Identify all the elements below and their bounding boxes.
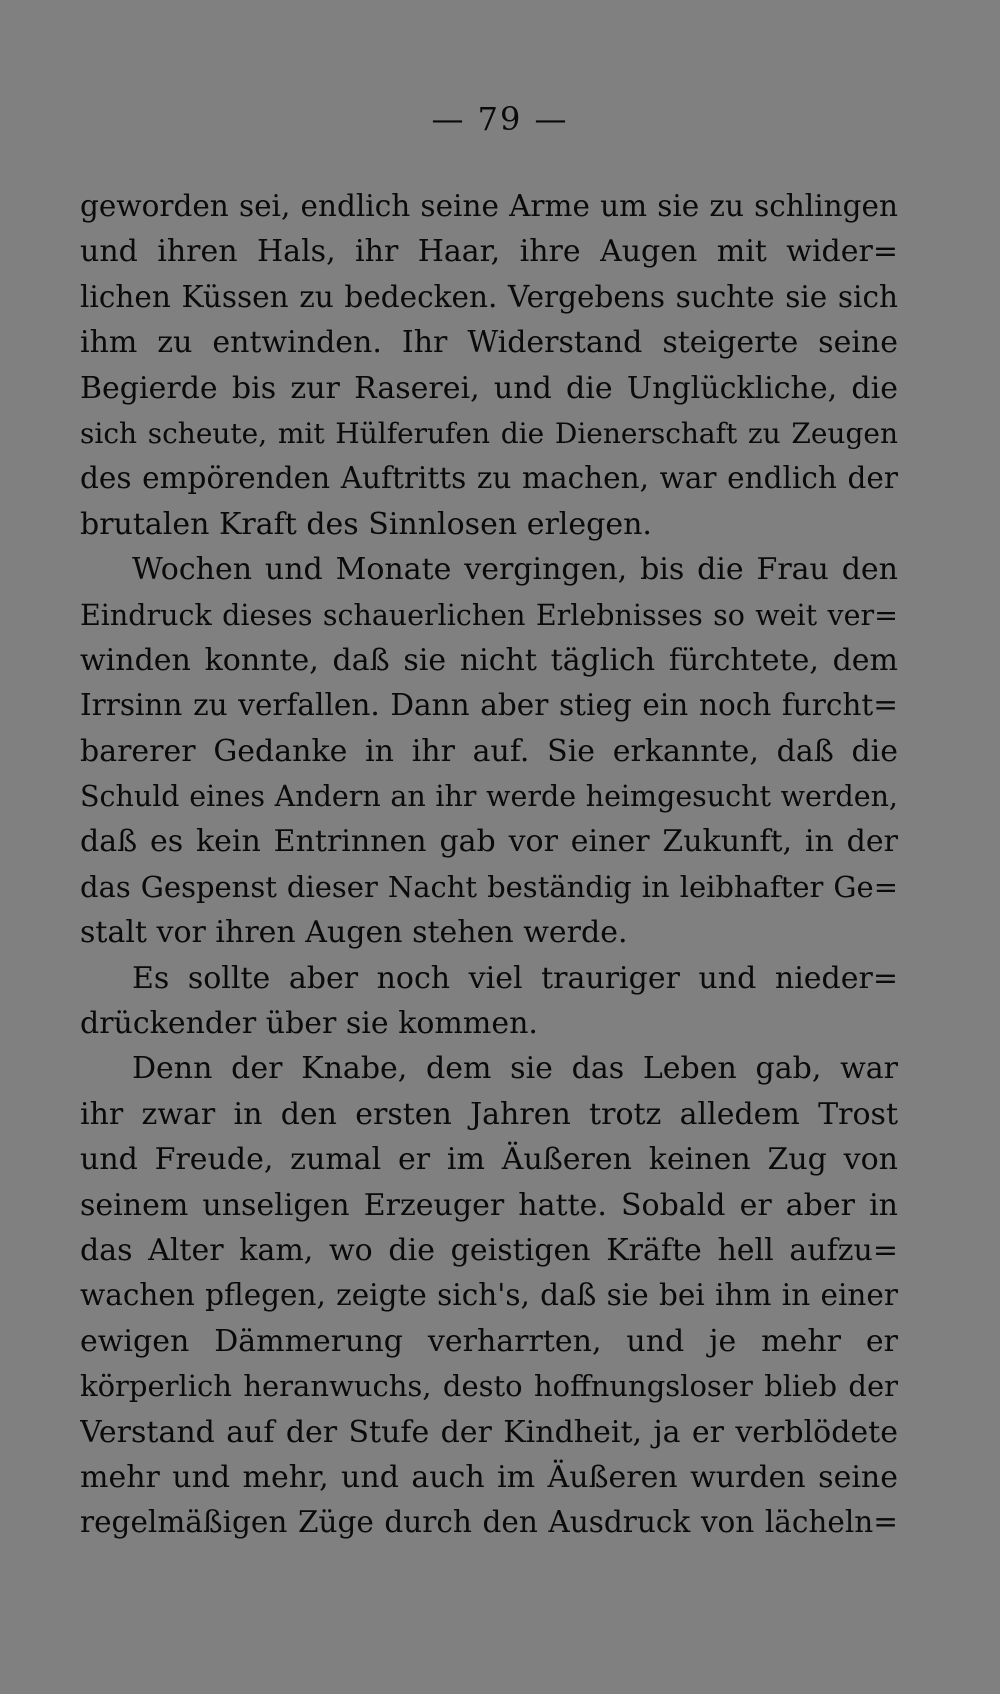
text-line: und Freude, zumal er im Äußeren keinen Zug von [80, 1142, 898, 1178]
text-line: wachen pflegen, zeigte sich's, daß sie bei ihm in einer [80, 1278, 898, 1313]
text-line: daß es kein Entrinnen gab vor einer Zukunft, in der [80, 824, 898, 860]
text-line: das Alter kam, wo die geistigen Kräfte hell aufzu= [80, 1232, 898, 1268]
text-line: barerer Gedanke in ihr auf. Sie erkannte, daß die [80, 733, 898, 769]
text-line: sich scheute, mit Hülferufen die Dienerschaft zu Zeugen [80, 416, 898, 450]
text-line: regelmäßigen Züge durch den Ausdruck von lächeln= [80, 1505, 898, 1540]
text-line: Verstand auf der Stufe der Kindheit, ja er verblödete [80, 1414, 898, 1450]
text-line: und ihren Hals, ihr Haar, ihre Augen mit wider= [80, 234, 898, 270]
text-line: das Gespenst dieser Nacht beständig in leibhafter Ge= [80, 869, 898, 904]
text-line: lichen Küssen zu bedecken. Vergebens suchte sie sich [80, 279, 898, 314]
text-line: ewigen Dämmerung verharrten, und je mehr er [80, 1323, 898, 1359]
text-line: Irrsinn zu verfallen. Dann aber stieg ein noch furcht= [80, 688, 898, 723]
text-line: des empörenden Auftritts zu machen, war endlich der [80, 461, 898, 496]
text-line: drückender über sie kommen. [80, 1006, 538, 1042]
text-line: Schuld eines Andern an ihr werde heimgesucht werden, [80, 780, 898, 814]
text-line: Begierde bis zur Raserei, und die Unglückliche, die [80, 370, 898, 406]
text-line: ihm zu entwinden. Ihr Widerstand steigerte seine [80, 325, 898, 361]
text-line: Es sollte aber noch viel trauriger und nieder= [132, 960, 898, 996]
text-line: geworden sei, endlich seine Arme um sie zu schlingen [80, 189, 898, 223]
text-line: seinem unseligen Erzeuger hatte. Sobald er aber in [80, 1187, 898, 1223]
text-line: stalt vor ihren Augen stehen werde. [80, 915, 628, 951]
body-text [80, 184, 898, 1546]
page-number: — 79 — [431, 100, 569, 138]
text-line: körperlich heranwuchs, desto hoffnungsloser blieb der [80, 1369, 898, 1404]
text-line: Eindruck dieses schauerlichen Erlebnisses so weit ver= [80, 598, 898, 632]
text-line: Wochen und Monate vergingen, bis die Frau den [132, 552, 898, 588]
text-line: brutalen Kraft des Sinnlosen erlegen. [80, 506, 652, 542]
text-line: mehr und mehr, und auch im Äußeren wurden seine [80, 1459, 898, 1495]
text-line: winden konnte, daß sie nicht täglich fürchtete, dem [80, 642, 898, 678]
text-line: Denn der Knabe, dem sie das Leben gab, war [132, 1051, 898, 1087]
text-line: ihr zwar in den ersten Jahren trotz alledem Trost [80, 1096, 898, 1132]
